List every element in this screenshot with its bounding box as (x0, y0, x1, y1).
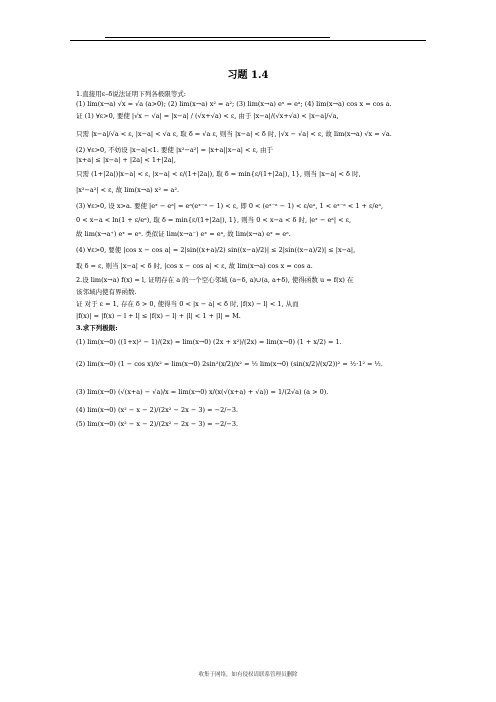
text-line: |f(x)| = |f(x) − l + l| ≤ |f(x) − l| + |l| < 1 + |l| = M. (76, 312, 241, 320)
text-line: (3) lim(x→0) (√(x+a) − √a)/x = lim(x→0) x/(x(√(x+a) + √a)) = 1/(2√a) (a > 0). (76, 388, 329, 396)
text-line: 该邻域内使有界函数. (76, 288, 137, 296)
text-line: (3) ∀ε>0, 设 x>a. 要使 |eˣ − eᵃ| = eᵃ(eˣ⁻ᵃ − 1) < ε, 即 0 < (eˣ⁻ᵃ − 1) < ε/eᵃ, 1 < eˣ⁻ᵃ < 1 + ε/eᵃ, (76, 202, 384, 210)
text-line: 2.设 lim(x→a) f(x) = l, 证明存在 a 的一个空心邻域 (a−δ, a)∪(a, a+δ), 使得函数 u = f(x) 在 (76, 276, 354, 284)
text-line: 证 对于 ε = 1, 存在 δ > 0, 使得当 0 < |x − a| < δ 时, |f(x) − l| < 1, 从而 (76, 300, 299, 308)
text-line: (2) lim(x→0) (1 − cos x)/x² = lim(x→0) 2sin²(x/2)/x² = ½ lim(x→0) (sin(x/2)/(x/2))² = ½·1² = ½. (76, 360, 383, 368)
text-line: |x²−a²| < ε, 故 lim(x→a) x² = a². (76, 186, 180, 194)
header-rule-top (105, 37, 330, 38)
text-line: 证 (1) ∀ε>0, 要使 |√x − √a| = |x−a| / (√x+√a) < ε, 由于 |x−a|/(√x+√a) < |x−a|/√a, (76, 112, 339, 120)
text-line: (5) lim(x→0) (x² − x − 2)/(2x² − 2x − 3) = −2/−3. (76, 420, 239, 428)
text-line: 0 < x−a < ln(1 + ε/eᵃ), 取 δ = min{ε/(1+|2a|), 1}, 则当 0 < x−a < δ 时, |eˣ − eᵃ| < ε, (76, 216, 352, 224)
text-line: (2) ∀ε>0, 不妨设 |x−a|<1. 要使 |x²−a²| = |x+a||x−a| < ε, 由于 (76, 146, 273, 154)
text-line: 故 lim(x→a⁺) eˣ = eᵃ. 类似证 lim(x→a⁻) eˣ = eᵃ, 故 lim(x→a) eˣ = eᵃ. (76, 230, 291, 238)
text-line: |x+a| ≤ |x−a| + |2a| < 1+|2a|, (76, 156, 176, 164)
text-line: 3.求下列极限: (76, 324, 118, 332)
text-line: (1) lim(x→0) ((1+x)² − 1)/(2x) = lim(x→0) (2x + x²)/(2x) = lim(x→0) (1 + x/2) = 1. (76, 338, 342, 346)
page-title: 习题 1.4 (227, 70, 269, 81)
text-line: (4) ∀ε>0, 要使 |cos x − cos a| = 2|sin((x+a)/2) sin((x−a)/2)| ≤ 2|sin((x−a)/2)| ≤ |x−a|, (76, 246, 356, 254)
header-rule (70, 40, 426, 41)
text-line: (1) lim(x→a) √x = √a (a>0); (2) lim(x→a) x² = a²; (3) lim(x→a) eˣ = eᵃ; (4) lim(x→a) cos x = cos a. (76, 100, 392, 108)
page-footer: 收集于网络，如有侵权请联系管理员删除 (198, 672, 298, 678)
text-line: 取 δ = ε, 则当 |x−a| < δ 时, |cos x − cos a| < ε, 故 lim(x→a) cos x = cos a. (76, 262, 313, 270)
text-line: 只需 (1+|2a|)|x−a| < ε, |x−a| < ε/(1+|2a|), 取 δ = min{ε/(1+|2a|), 1}, 则当 |x−a| < δ 时, (76, 170, 361, 178)
text-line: 1.直接用ε–δ说法证明下列各极限等式: (76, 90, 186, 98)
text-line: (4) lim(x→0) (x² − x − 2)/(2x² − 2x − 3) = −2/−3. (76, 406, 239, 414)
text-line: 只需 |x−a|/√a < ε, |x−a| < √a ε, 取 δ = √a ε, 则当 |x−a| < δ 时, |√x − √a| < ε, 故 lim(x→a) √x = √a. (76, 130, 392, 138)
